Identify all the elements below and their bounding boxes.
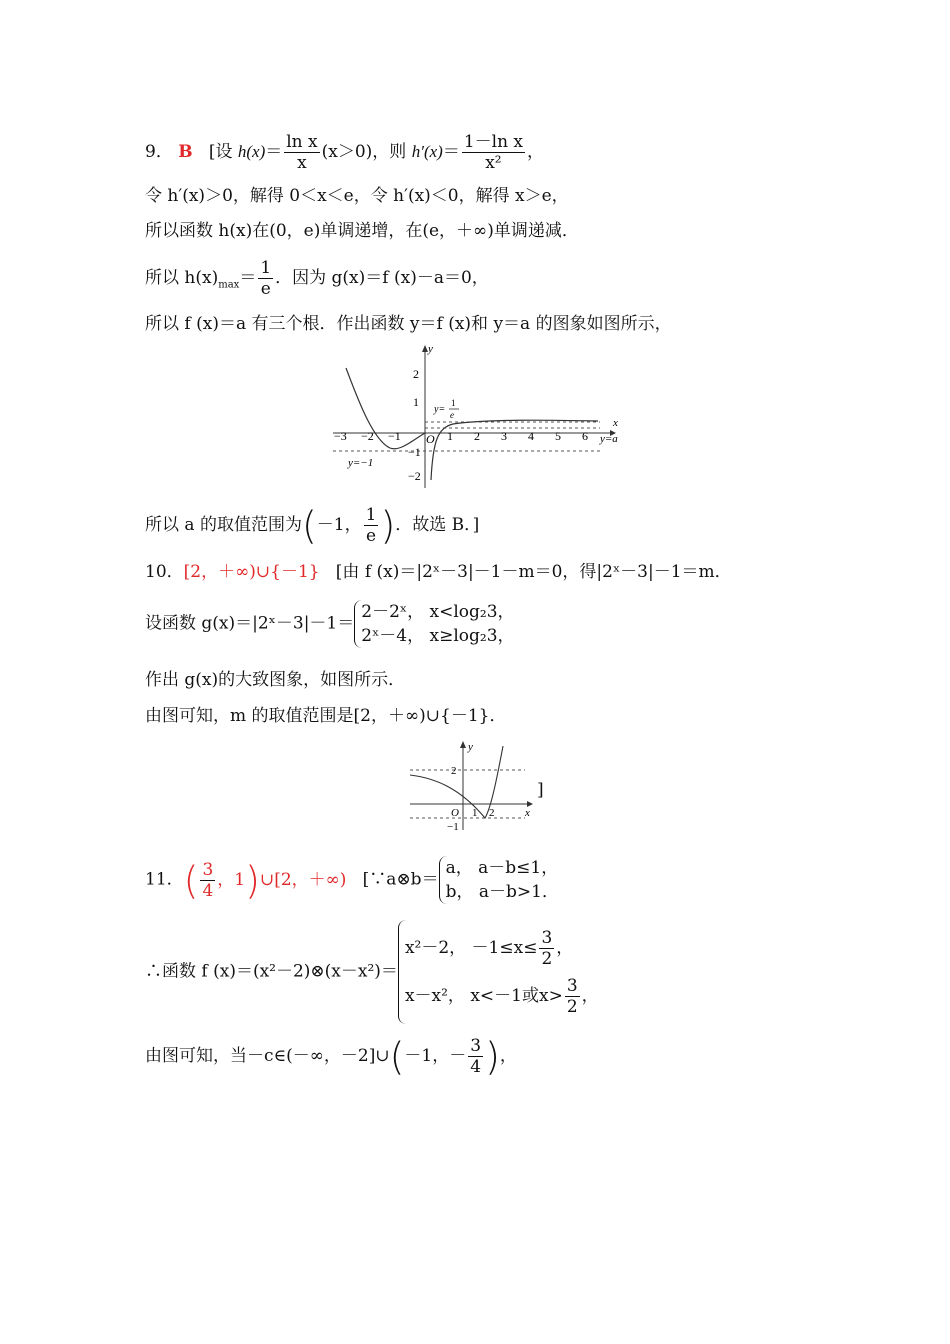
p11-fcase1-pre: x²－2， －1≤x≤ [404,938,538,958]
p9-line6-pre: 所以 a 的取值范围为 [145,515,302,535]
p11-fcase1-post: ， [556,938,574,958]
p11-line3-close: ) [485,1034,500,1079]
graph1-label-upper-den: e [450,410,454,420]
p10-answer: [2，＋∞)∪{－1} [183,562,320,582]
graph1-xtick: 6 [582,429,588,443]
graph1-xtick: 2 [474,429,480,443]
p11-line2-pre: ∴函数 f (x)＝(x²－2)⊗(x－x²)＝ [145,961,398,982]
p9-frac2-den: x² [485,153,502,173]
p11-fcase2-post: ， [581,986,599,1006]
graph1-ytick: 2 [413,367,419,381]
p11-line3-frac [468,1036,483,1077]
p11-fcase1-den: 2 [541,949,553,969]
graph1-ytick: −1 [408,445,421,459]
p11-fcase2-frac [565,976,580,1017]
p9-line5: 所以 f (x)＝a 有三个根．作出函数 y＝f (x)和 y＝a 的图象如图所示， [145,314,672,334]
graph1-ytick: −2 [408,469,421,483]
p9-line1-end: ， [527,142,545,162]
p11-fcase1-num: 3 [541,928,553,948]
p9-frac2 [462,132,525,173]
p10-case1: 2－2ˣ， x<log₂3， [361,602,515,622]
p10-brace [354,600,514,648]
p9-frac1-num: ln x [286,132,318,152]
graph2-ytick: −1 [447,821,459,833]
p10-bracket-end: ] [537,780,544,800]
graph1-origin: O [426,432,435,446]
p9-line6-open: ( [301,503,317,548]
p10-text: [由 f (x)＝|2ˣ－3|－1－m＝0，得|2ˣ－3|－1＝m． [335,562,732,582]
p9-answer: B [178,142,193,162]
p11-fcase2-den: 2 [566,997,578,1017]
graph1-curve-right [431,420,598,480]
p10-case2: 2ˣ－4， x≥log₂3， [361,626,515,646]
p11-ans-rest: ∪[2，＋∞) [259,869,347,890]
p11-fcase1-frac [539,928,554,969]
p11-line1 [145,856,559,904]
p9-line6 [145,505,479,546]
p11-fcase2-pre: x－x²， x<－1或x> [404,986,563,1006]
p9-line6-val: －1， [316,515,362,535]
graph2-y-label: y [468,741,473,753]
p9-line6-frac-den: e [365,526,377,546]
p9-line4-pre: 所以 h(x) [145,268,219,288]
p11-ans-mid: ，1 [217,869,246,890]
p9-eq: ＝ [265,142,283,162]
graph2-xtick: 2 [489,807,495,819]
graph1-x-label: x [613,417,618,429]
p9-text: [设 [208,142,238,162]
p11-line3-pre: 由图可知，当－c∈(－∞，－2]∪ [145,1046,390,1066]
p9-line4-post: ．因为 g(x)＝f (x)－a＝0， [275,268,489,288]
p11-line3-val: －1，－ [404,1046,467,1066]
p11-ans-close: ) [245,858,260,902]
p11-line3-open: ( [389,1034,405,1079]
p11-answer [183,858,347,902]
p9-line2: 令 h′(x)＞0，解得 0＜x＜e，令 h′(x)＜0，解得 x＞e， [145,186,569,206]
graph1-label-upper-num: 1 [451,398,456,408]
p9-line4 [145,258,489,299]
graph1-xtick: 4 [528,429,534,443]
p9-line6-frac [364,505,379,546]
p9-line3: 所以函数 h(x)在(0，e)单调递增，在(e，＋∞)单调递减． [145,221,579,241]
p11-line3-frac-den: 4 [470,1057,482,1077]
p10-line2-pre: 设函数 g(x)＝|2ˣ－3|－1＝ [145,613,355,634]
p11-ans-frac-den: 4 [202,880,214,901]
p11-ans-frac [200,860,215,901]
p9-line6-post: ．故选 B．] [395,515,480,535]
graph2-x-label: x [525,807,530,819]
p11-ans-frac-num: 3 [202,859,214,880]
p10-line1 [145,560,732,584]
graph1-xtick: 5 [555,429,561,443]
p9-eq2: ＝ [442,142,460,162]
graph2-origin: O [451,807,459,819]
p9-line6-close: ) [380,503,396,548]
p9-number: 9． [145,142,173,162]
graph1-xtick: −1 [388,429,401,443]
graph1-label-lower: y=−1 [348,457,374,469]
graph2-xtick: 1 [472,807,478,819]
p9-line4-sub: max [218,279,240,291]
graph1-x-ticks [334,429,588,443]
p11-line3 [145,1036,517,1077]
graph2-figure [405,738,545,834]
graph1-figure [328,340,628,492]
graph1-xtick: 3 [501,429,507,443]
p11-fcase2-num: 3 [566,976,578,996]
p9-line1 [145,132,544,173]
p10-line4: 由图可知，m 的取值范围是[2，＋∞)∪{－1}． [145,706,507,726]
graph1-label-ya: y=a [600,433,618,445]
p11-brace2 [398,920,599,1024]
p9-frac2-num: 1－ln x [463,132,524,152]
p11-line2 [145,920,599,1024]
p9-frac1 [284,132,319,173]
p9-line4-frac-num: 1 [260,258,272,278]
graph2-ytick: 2 [451,765,457,777]
p11-line3-post: ， [499,1046,517,1066]
p11-number: 11． [145,869,184,890]
p11-brace1 [439,856,559,904]
p11-fcase1 [405,924,599,972]
p9-cond: (x＞0)，则 [321,142,412,162]
p11-line1-pre: [∵a⊗b＝ [362,869,439,890]
p9-line6-frac-num: 1 [365,505,377,525]
p9-line4-frac-den: e [260,279,271,299]
p11-fcase2 [405,972,599,1020]
p11-case1: a， a－b≤1， [445,858,559,878]
graph1-y-label: y [428,343,433,355]
p9-line4-frac [258,258,273,299]
p10-number: 10． [145,562,184,582]
p11-case2: b， a－b>1． [445,882,559,902]
p9-frac1-den: x [297,153,307,173]
p9-hx: h(x) [237,142,266,161]
graph1-ytick: 1 [413,395,419,409]
graph1-xtick: −3 [334,429,347,443]
graph1-xtick: 1 [447,429,453,443]
p10-line2 [145,600,515,648]
graph1-y-ticks [408,367,421,483]
p11-line3-frac-num: 3 [470,1036,482,1056]
p10-line3: 作出 g(x)的大致图象，如图所示． [145,670,406,690]
p9-hpx: h′(x) [411,142,443,161]
p11-ans-open: ( [183,858,199,902]
p9-line4-eq: ＝ [239,268,257,288]
graph1-xtick: −2 [361,429,374,443]
graph1-label-upper: y= [434,404,446,415]
